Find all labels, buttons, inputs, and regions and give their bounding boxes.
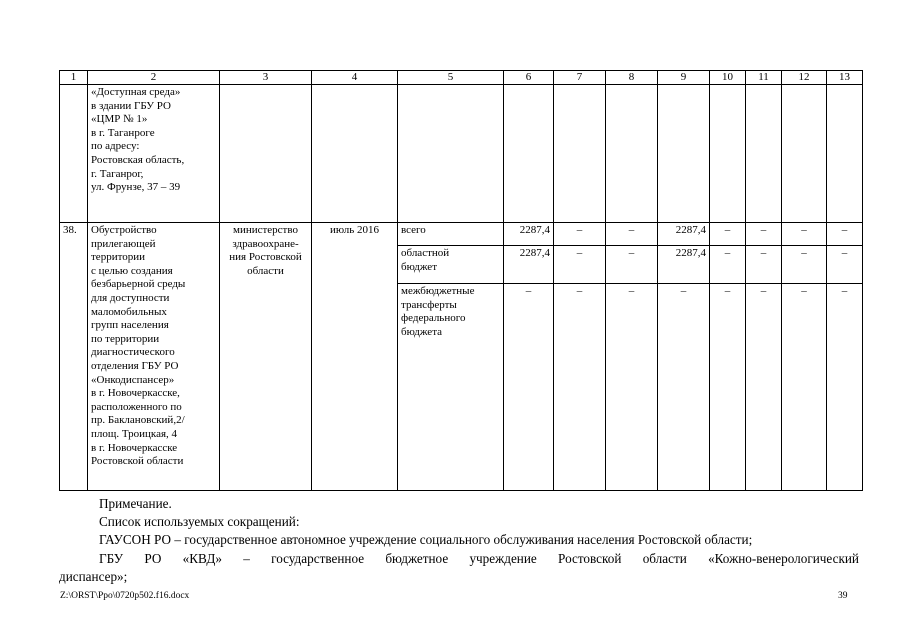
value-cell: 2287,4: [504, 246, 554, 284]
abbreviation-kvd: ГБУ РО «КВД» – государственное бюджетное учреждение Ростовской области «Кожно-венерологический: [99, 550, 859, 566]
value-cell: –: [782, 223, 827, 246]
value-cell: –: [746, 246, 782, 284]
value-cell: –: [554, 246, 606, 284]
value-cell: –: [827, 246, 863, 284]
value-cell: –: [746, 284, 782, 491]
value-cell: –: [782, 246, 827, 284]
measure-name-cell: Обустройство прилегающей территории с целью создания безбарьерной среды для доступности маломобильных групп населения по территории диагностического отделения ГБУ РО «Онкодиспансер» в г. Новочеркасске, расположенного по пр. Баклановский,2/ площ. Троицкая, 4 в г. Новочеркасске Ростовской области: [88, 223, 220, 491]
col-header: 1: [60, 71, 88, 85]
col-header: 11: [746, 71, 782, 85]
abbreviation-kvd-cont: диспансер»;: [59, 568, 128, 584]
col-header: 13: [827, 71, 863, 85]
value-cell: 2287,4: [658, 223, 710, 246]
value-cell: –: [827, 284, 863, 491]
value-cell: –: [554, 284, 606, 491]
value-cell: 2287,4: [658, 246, 710, 284]
col-header: 6: [504, 71, 554, 85]
col-header: 7: [554, 71, 606, 85]
col-header: 10: [710, 71, 746, 85]
value-cell: –: [746, 223, 782, 246]
value-cell: 2287,4: [504, 223, 554, 246]
notes-section: [59, 495, 859, 586]
table-row-38: [60, 223, 863, 246]
value-cell: –: [782, 284, 827, 491]
value-cell: –: [504, 284, 554, 491]
measure-name-cell: «Доступная среда» в здании ГБУ РО «ЦМР № 1» в г. Таганроге по адресу: Ростовская область, г. Таганрог, ул. Фрунзе, 37 – 39: [88, 85, 220, 223]
value-cell: –: [710, 246, 746, 284]
source-label: областной бюджет: [398, 246, 504, 284]
col-header: 4: [312, 71, 398, 85]
row-number: 38.: [60, 223, 88, 491]
value-cell: –: [554, 223, 606, 246]
abbreviation-gauson: ГАУСОН РО – государственное автономное учреждение социального обслуживания населения Ростовской области;: [99, 532, 753, 548]
value-cell: –: [710, 223, 746, 246]
page-number: 39: [838, 591, 848, 601]
col-header: 12: [782, 71, 827, 85]
col-header: 9: [658, 71, 710, 85]
file-path: Z:\ORST\Ppo\0720p502.f16.docx: [60, 591, 190, 601]
note-title: Примечание.: [99, 496, 172, 511]
executor-cell: министерство здравоохране- ния Ростовской области: [220, 223, 312, 491]
measures-table: [59, 70, 863, 491]
value-cell: –: [658, 284, 710, 491]
value-cell: –: [606, 246, 658, 284]
source-label: всего: [398, 223, 504, 246]
value-cell: –: [606, 284, 658, 491]
col-header: 3: [220, 71, 312, 85]
col-header: 5: [398, 71, 504, 85]
source-label: межбюджетные трансферты федерального бюджета: [398, 284, 504, 491]
value-cell: –: [827, 223, 863, 246]
table-row-continued: [60, 85, 863, 223]
term-cell: июль 2016: [312, 223, 398, 491]
col-header: 2: [88, 71, 220, 85]
abbreviations-title: Список используемых сокращений:: [99, 514, 300, 530]
value-cell: –: [710, 284, 746, 491]
value-cell: –: [606, 223, 658, 246]
col-header: 8: [606, 71, 658, 85]
table-header-row: [60, 71, 863, 85]
